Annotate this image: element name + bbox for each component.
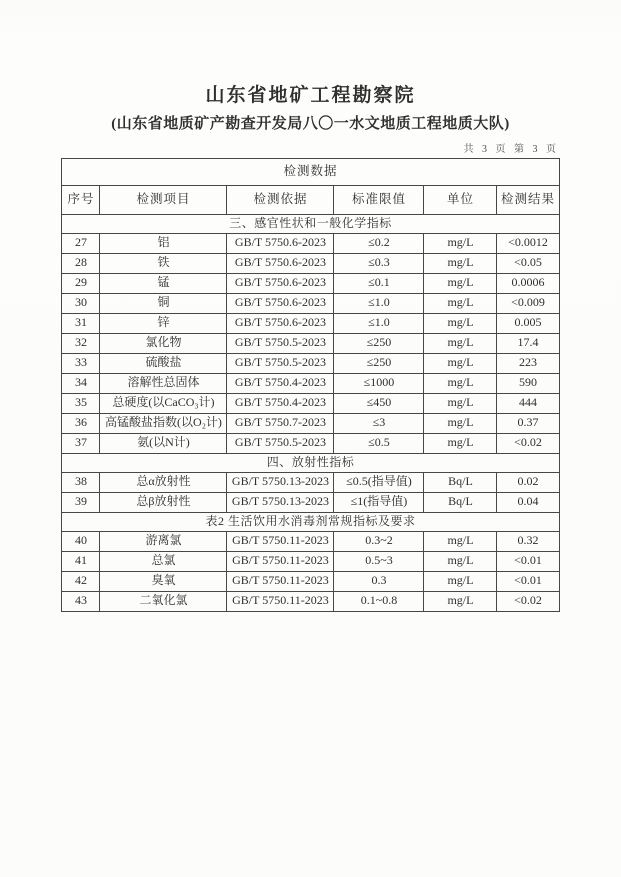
cell-unit: mg/L — [424, 393, 497, 413]
cell-result: 590 — [497, 373, 559, 393]
cell-result: 444 — [497, 393, 559, 413]
col-header-limit: 标准限值 — [334, 185, 424, 214]
institute-title: 山东省地矿工程勘察院 — [205, 85, 416, 106]
cell-method: GB/T 5750.6-2023 — [227, 233, 334, 253]
table-row — [62, 273, 559, 293]
cell-unit: mg/L — [424, 531, 497, 551]
cell-limit: ≤250 — [334, 353, 424, 373]
cell-result: 0.005 — [497, 313, 559, 333]
cell-method: GB/T 5750.11-2023 — [227, 591, 334, 611]
cell-item: 硫酸盐 — [100, 353, 227, 373]
cell-item: 铁 — [100, 253, 227, 273]
cell-limit: 0.3 — [334, 571, 424, 591]
cell-item: 臭氧 — [100, 571, 227, 591]
cell-no: 35 — [62, 393, 100, 413]
cell-no: 40 — [62, 531, 100, 551]
table-row — [62, 571, 559, 591]
cell-method: GB/T 5750.11-2023 — [227, 571, 334, 591]
cell-method: GB/T 5750.4-2023 — [227, 393, 334, 413]
cell-method: GB/T 5750.7-2023 — [227, 413, 334, 433]
cell-result: 0.04 — [497, 492, 559, 512]
cell-method: GB/T 5750.11-2023 — [227, 531, 334, 551]
section-header-label: 三、感官性状和一般化学指标 — [62, 214, 559, 233]
cell-unit: mg/L — [424, 293, 497, 313]
cell-result: <0.009 — [497, 293, 559, 313]
cell-item: 铝 — [100, 233, 227, 253]
cell-no: 33 — [62, 353, 100, 373]
section-header-row — [62, 453, 559, 472]
cell-result: 223 — [497, 353, 559, 373]
cell-limit: 0.5~3 — [334, 551, 424, 571]
cell-no: 30 — [62, 293, 100, 313]
cell-method: GB/T 5750.13-2023 — [227, 492, 334, 512]
cell-limit: ≤0.5(指导值) — [334, 472, 424, 492]
cell-item: 总硬度(以CaCO₃计) — [100, 393, 227, 413]
cell-unit: mg/L — [424, 253, 497, 273]
results-table-body — [62, 214, 559, 611]
cell-limit: ≤0.1 — [334, 273, 424, 293]
cell-limit: ≤1000 — [334, 373, 424, 393]
cell-limit: ≤3 — [334, 413, 424, 433]
cell-unit: mg/L — [424, 571, 497, 591]
cell-result: 0.32 — [497, 531, 559, 551]
cell-item: 总β放射性 — [100, 492, 227, 512]
table-caption-row — [62, 158, 559, 185]
table-caption: 检测数据 — [62, 158, 559, 185]
col-header-unit: 单位 — [424, 185, 497, 214]
cell-result: <0.0012 — [497, 233, 559, 253]
cell-unit: mg/L — [424, 413, 497, 433]
cell-no: 37 — [62, 433, 100, 453]
cell-method: GB/T 5750.13-2023 — [227, 472, 334, 492]
cell-limit: ≤1(指导值) — [334, 492, 424, 512]
cell-unit: mg/L — [424, 313, 497, 333]
cell-unit: mg/L — [424, 591, 497, 611]
cell-no: 27 — [62, 233, 100, 253]
cell-unit: Bq/L — [424, 472, 497, 492]
cell-limit: ≤0.3 — [334, 253, 424, 273]
table-row — [62, 472, 559, 492]
cell-no: 34 — [62, 373, 100, 393]
cell-method: GB/T 5750.5-2023 — [227, 353, 334, 373]
cell-method: GB/T 5750.6-2023 — [227, 313, 334, 333]
cell-item: 总α放射性 — [100, 472, 227, 492]
cell-item: 氨(以N计) — [100, 433, 227, 453]
cell-result: 0.02 — [497, 472, 559, 492]
cell-limit: ≤0.5 — [334, 433, 424, 453]
cell-no: 38 — [62, 472, 100, 492]
cell-unit: mg/L — [424, 373, 497, 393]
column-header-row — [62, 185, 559, 214]
cell-unit: mg/L — [424, 233, 497, 253]
cell-result: 0.0006 — [497, 273, 559, 293]
results-table — [61, 158, 559, 612]
table-row — [62, 413, 559, 433]
table-row — [62, 433, 559, 453]
col-header-result: 检测结果 — [497, 185, 559, 214]
institute-subtitle: (山东省地质矿产勘查开发局八〇一水文地质工程地质大队) — [111, 115, 510, 132]
cell-item: 锌 — [100, 313, 227, 333]
cell-method: GB/T 5750.11-2023 — [227, 551, 334, 571]
table-row — [62, 551, 559, 571]
cell-item: 二氧化氯 — [100, 591, 227, 611]
table-row — [62, 591, 559, 611]
cell-limit: ≤250 — [334, 333, 424, 353]
cell-result: <0.01 — [497, 571, 559, 591]
cell-item: 溶解性总固体 — [100, 373, 227, 393]
cell-item: 游离氯 — [100, 531, 227, 551]
cell-method: GB/T 5750.6-2023 — [227, 253, 334, 273]
page-indicator: 共 3 页 第 3 页 — [463, 143, 559, 155]
table-row — [62, 353, 559, 373]
cell-method: GB/T 5750.5-2023 — [227, 333, 334, 353]
table-row — [62, 293, 559, 313]
cell-item: 总氯 — [100, 551, 227, 571]
cell-limit: ≤1.0 — [334, 313, 424, 333]
cell-result: <0.01 — [497, 551, 559, 571]
cell-method: GB/T 5750.6-2023 — [227, 293, 334, 313]
cell-limit: ≤450 — [334, 393, 424, 413]
document-header — [0, 0, 621, 134]
section-header-label: 表2 生活饮用水消毒剂常规指标及要求 — [62, 512, 559, 531]
table-row — [62, 393, 559, 413]
cell-unit: mg/L — [424, 433, 497, 453]
cell-method: GB/T 5750.6-2023 — [227, 273, 334, 293]
cell-result: 0.37 — [497, 413, 559, 433]
cell-no: 41 — [62, 551, 100, 571]
cell-no: 29 — [62, 273, 100, 293]
cell-unit: mg/L — [424, 353, 497, 373]
cell-method: GB/T 5750.4-2023 — [227, 373, 334, 393]
section-header-label: 四、放射性指标 — [62, 453, 559, 472]
table-row — [62, 333, 559, 353]
cell-no: 36 — [62, 413, 100, 433]
section-header-row — [62, 512, 559, 531]
cell-result: <0.02 — [497, 591, 559, 611]
table-row — [62, 253, 559, 273]
table-row — [62, 492, 559, 512]
cell-limit: ≤1.0 — [334, 293, 424, 313]
cell-limit: ≤0.2 — [334, 233, 424, 253]
cell-result: 17.4 — [497, 333, 559, 353]
cell-limit: 0.3~2 — [334, 531, 424, 551]
table-row — [62, 531, 559, 551]
cell-item: 氯化物 — [100, 333, 227, 353]
cell-no: 43 — [62, 591, 100, 611]
cell-item: 铜 — [100, 293, 227, 313]
table-row — [62, 373, 559, 393]
cell-unit: mg/L — [424, 273, 497, 293]
cell-no: 39 — [62, 492, 100, 512]
cell-result: <0.02 — [497, 433, 559, 453]
cell-no: 32 — [62, 333, 100, 353]
cell-result: <0.05 — [497, 253, 559, 273]
cell-no: 28 — [62, 253, 100, 273]
cell-no: 42 — [62, 571, 100, 591]
table-row — [62, 313, 559, 333]
col-header-method: 检测依据 — [227, 185, 334, 214]
section-header-row — [62, 214, 559, 233]
cell-unit: mg/L — [424, 551, 497, 571]
cell-no: 31 — [62, 313, 100, 333]
col-header-item: 检测项目 — [100, 185, 227, 214]
cell-unit: Bq/L — [424, 492, 497, 512]
col-header-no: 序号 — [62, 185, 100, 214]
cell-method: GB/T 5750.5-2023 — [227, 433, 334, 453]
cell-unit: mg/L — [424, 333, 497, 353]
table-row — [62, 233, 559, 253]
cell-item: 锰 — [100, 273, 227, 293]
cell-item: 高锰酸盐指数(以O₂计) — [100, 413, 227, 433]
cell-limit: 0.1~0.8 — [334, 591, 424, 611]
